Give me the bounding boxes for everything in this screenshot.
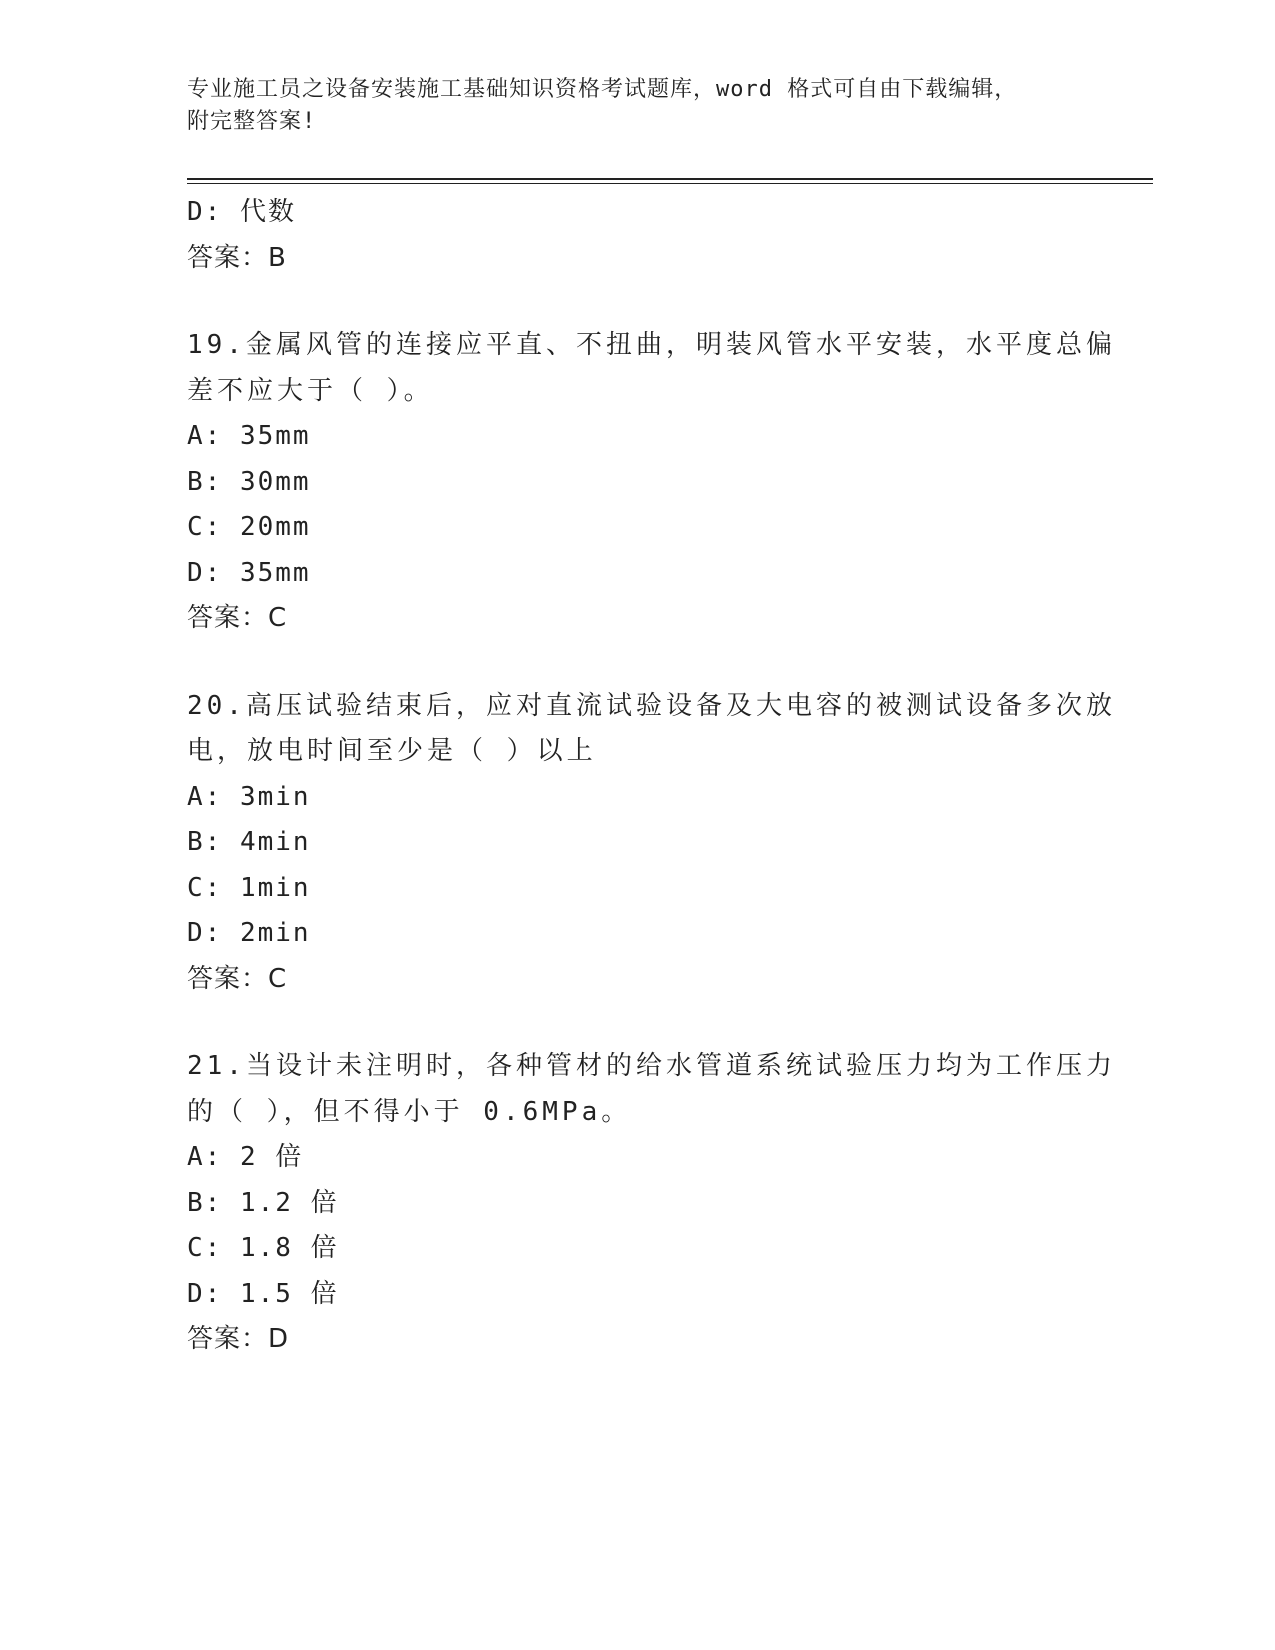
question-text-line-2: 电，放电时间至少是（ ）以上 xyxy=(187,736,597,766)
option-b: B: 4min xyxy=(187,827,311,857)
option-a: A: 35mm xyxy=(187,421,311,451)
answer-label: 答案：C xyxy=(187,963,288,994)
question-text-line-1: 19.金属风管的连接应平直、不扭曲，明装风管水平安装，水平度总偏 xyxy=(187,330,1116,360)
option-b: B: 30mm xyxy=(187,466,311,497)
option-c: C: 1.8 倍 xyxy=(187,1233,339,1263)
option-d: D: 2min xyxy=(187,918,311,948)
option-c: C: 20mm xyxy=(187,512,311,542)
question-19 xyxy=(187,323,1116,642)
question-21 xyxy=(187,1044,1116,1363)
carryover-question xyxy=(187,190,1087,281)
option-d: D: 35mm xyxy=(187,557,311,588)
option-d: D: 1.5 倍 xyxy=(187,1278,339,1309)
option-c: C: 1min xyxy=(187,872,311,903)
header-line-1: 专业施工员之设备安装施工基础知识资格考试题库，word 格式可自由下载编辑， xyxy=(187,77,1018,102)
document-body xyxy=(187,190,1116,1363)
option-a: A: 3min xyxy=(187,781,311,812)
answer-label: 答案：B xyxy=(187,242,287,273)
question-text-line-2: 差不应大于（ ）。 xyxy=(187,375,434,406)
option-a: A: 2 倍 xyxy=(187,1142,304,1172)
question-text-line-1: 20.高压试验结束后，应对直流试验设备及大电容的被测试设备多次放 xyxy=(187,690,1116,721)
question-text-line-1: 21.当设计未注明时，各种管材的给水管道系统试验压力均为工作压力 xyxy=(187,1051,1116,1081)
document-header xyxy=(187,74,1087,138)
option-d: D: 代数 xyxy=(187,197,296,227)
option-b: B: 1.2 倍 xyxy=(187,1187,339,1218)
header-line-2: 附完整答案! xyxy=(187,109,317,134)
header-rule-thick xyxy=(187,178,1153,180)
question-text-line-2: 的（ ），但不得小于 0.6MPa。 xyxy=(187,1096,632,1127)
question-20 xyxy=(187,684,1116,1003)
answer-label: 答案：D xyxy=(187,1324,290,1354)
answer-label: 答案：C xyxy=(187,603,288,633)
header-rule-thin xyxy=(187,183,1153,184)
